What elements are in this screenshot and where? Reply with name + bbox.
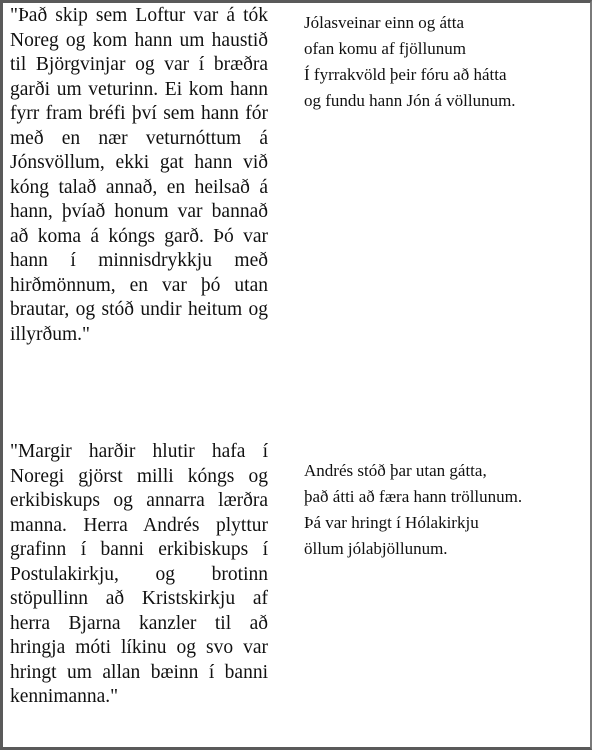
- poem-stanza-1: [304, 10, 584, 114]
- poem-line: það átti að færa hann tröllunum.: [304, 487, 523, 506]
- poem-line: Þá var hringt í Hólakirkju: [304, 513, 479, 532]
- poem-line: ofan komu af fjöllunum: [304, 39, 466, 58]
- poem-line: Jólasveinar einn og átta: [304, 13, 465, 32]
- poem-stanza-2: [304, 458, 584, 562]
- poem-line: og fundu hann Jón á völlunum.: [304, 91, 516, 110]
- prose-paragraph-1: "Það skip sem Loftur var á tók Noreg og kom hann um haustið til Björgvinjar og var í bræðra garði um veturinn. Ei kom hann fyrr fram bréfi því sem hann fór með en nær veturnóttum á Jónsvöllum, ekki gat hann við kóng talað annað, en heilsað á hann, þvíað honum var bannað að koma á kóngs garð. Þó var hann í minnisdrykkju með hirðmönnum, en var þó utan brautar, og stóð undir heitum og illyrðum.": [10, 5, 268, 345]
- poem-line: Andrés stóð þar utan gátta,: [304, 461, 487, 480]
- prose-paragraph-2: "Margir harðir hlutir hafa í Noregi gjörst milli kóngs og erkibiskups og annarra lærðra manna. Herra Andrés plyttur grafinn í banni erkibiskups í Postulakirkju, og brotinn stöpullinn að Kristskirkju af herra Bjarna kanzler til að hringja móti líkinu og svo var hringt um allan bæinn í banni kennimanna.": [10, 441, 268, 707]
- poem-line: Í fyrrakvöld þeir fóru að hátta: [304, 65, 507, 84]
- poem-line: öllum jólabjöllunum.: [304, 539, 448, 558]
